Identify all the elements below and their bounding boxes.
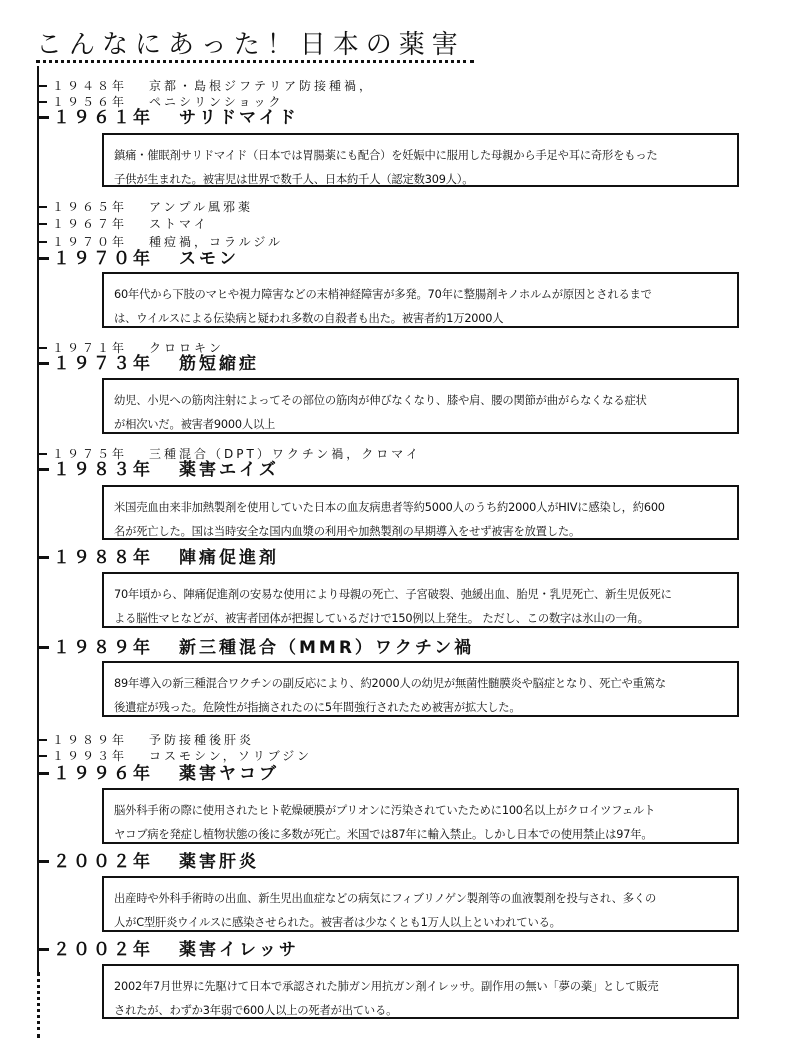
event-name: コスモシン，ソリブジン [149, 749, 312, 763]
event-description-box [102, 788, 739, 844]
event-year: １９６５年 [52, 200, 128, 214]
description-line: ヤコブ病を発症し植物状態の後に多数が死亡。米国では87年に輸入禁止。しかし日本での使用禁止は97年。 [114, 828, 653, 841]
event-name: 京都・島根ジフテリア防接種禍， [149, 79, 375, 93]
event-description-box [102, 272, 739, 328]
timeline-major-event [37, 638, 474, 658]
description-line: 名が死亡した。国は当時安全な国内血漿の利用や加熱製剤の早期導入をせず被害を放置した。 [114, 525, 581, 538]
event-description-box [102, 964, 739, 1019]
timeline-minor-event [37, 447, 421, 461]
description-line: 人がC型肝炎ウイルスに感染させられた。被害者は少なくとも1万人以上といわれている。 [114, 916, 561, 929]
event-year: １９８３年 [53, 460, 153, 480]
event-year: １９７１年 [52, 341, 128, 355]
event-name: 種痘禍，コラルジル [149, 235, 284, 249]
timeline-major-event [37, 460, 279, 480]
event-year: ２００２年 [53, 852, 153, 872]
timeline-minor-event [37, 95, 283, 109]
timeline-minor-event [37, 235, 283, 249]
description-line: 米国売血由来非加熱製剤を使用していた日本の血友病患者等約5000人のうち約2000人がHIVに感染し，約600 [114, 501, 665, 514]
event-name: ペニシリンショック [149, 95, 284, 109]
event-description-box [102, 572, 739, 628]
description-line: 後遺症が残った。危険性が指摘されたのに5年間強行されたため被害が拡大した。 [114, 701, 521, 714]
description-line: 60年代から下肢のマヒや視力障害などの末梢神経障害が多発。70年に整腸剤キノホルムが原因とされるまで [114, 288, 652, 301]
event-name: サリドマイド [179, 108, 299, 128]
timeline-minor-event [37, 733, 254, 747]
event-name: クロロキン [149, 341, 224, 355]
timeline-minor-event [37, 200, 253, 214]
timeline-major-event [37, 940, 299, 960]
description-line: 2002年7月世界に先駆けて日本で承認された肺ガン用抗ガン剤イレッサ。副作用の無い「夢の薬」として販売 [114, 980, 659, 993]
event-description-box [102, 378, 739, 434]
description-line: 出産時や外科手術時の出血、新生児出血症などの病気にフィブリノゲン製剤等の血液製剤を投与され、多くの [114, 892, 657, 905]
description-line: 脳外科手術の際に使用されたヒト乾燥硬膜がプリオンに汚染されていたために100名以上がクロイツフェルト [114, 804, 656, 817]
event-description-box [102, 133, 739, 187]
event-name: 予防接種後肝炎 [149, 733, 255, 747]
timeline-dotted-tail [37, 972, 40, 1038]
timeline-minor-event [37, 749, 312, 763]
timeline-minor-event [37, 217, 209, 231]
description-line: よる脳性マヒなどが、被害者団体が把握しているだけで150例以上発生。 ただし、この数字は氷山の一角。 [114, 612, 649, 625]
page-title: こんなにあった！日本の薬害 [36, 30, 465, 60]
timeline-minor-event [37, 341, 224, 355]
event-name: 薬害イレッサ [179, 940, 299, 960]
event-year: １９９３年 [52, 749, 128, 763]
timeline-major-event [37, 354, 259, 374]
timeline-major-event [37, 852, 259, 872]
event-description-box [102, 485, 739, 540]
description-line: 鎮痛・催眠剤サリドマイド（日本では胃腸薬にも配合）を妊娠中に服用した母親から手足や耳に奇形をもった [114, 149, 658, 162]
description-line: されたが、わずか3年弱で600人以上の死者が出ている。 [114, 1004, 398, 1017]
timeline-major-event [37, 108, 299, 128]
event-description-box [102, 661, 739, 717]
description-line: 幼児、小児への筋肉注射によってその部位の筋肉が伸びなくなり、膝や肩、腰の関節が曲がらなくなる症状 [114, 394, 647, 407]
event-year: １９７５年 [52, 447, 128, 461]
description-line: が相次いだ。被害者9000人以上 [114, 418, 276, 431]
event-name: スモン [179, 249, 239, 269]
event-year: ２００２年 [53, 940, 153, 960]
description-line: 子供が生まれた。被害児は世界で数千人、日本約千人（認定数309人）。 [114, 173, 474, 186]
event-name: 薬害肝炎 [179, 852, 259, 872]
event-year: １９７０年 [53, 249, 153, 269]
event-year: １９７３年 [53, 354, 153, 374]
event-name: ストマイ [149, 217, 209, 231]
event-name: 三種混合（DPT）ワクチン禍，クロマイ [149, 447, 421, 461]
description-line: 89年導入の新三種混合ワクチンの副反応により、約2000人の幼児が無菌性髄膜炎や脳症となり、死亡や重篤な [114, 677, 666, 690]
event-name: 薬害ヤコブ [179, 764, 279, 784]
event-year: １９９６年 [53, 764, 153, 784]
event-description-box [102, 876, 739, 932]
description-line: 70年頃から、陣痛促進剤の安易な使用により母親の死亡、子宮破裂、弛緩出血、胎児・乳児死亡、新生児仮死に [114, 588, 672, 601]
event-year: １９４８年 [52, 79, 128, 93]
event-year: １９６１年 [53, 108, 153, 128]
event-name: 新三種混合（MMR）ワクチン禍 [179, 638, 475, 658]
event-year: １９６７年 [52, 217, 128, 231]
event-year: １９８９年 [53, 638, 153, 658]
event-name: 陣痛促進剤 [179, 548, 279, 568]
timeline-major-event [37, 249, 239, 269]
timeline-major-event [37, 548, 279, 568]
event-year: １９５６年 [52, 95, 128, 109]
timeline-major-event [37, 764, 279, 784]
title-dotted-underline [36, 60, 474, 63]
event-name: アンプル風邪薬 [149, 200, 254, 214]
event-year: １９８８年 [53, 548, 153, 568]
description-line: は、ウイルスによる伝染病と疑われ多数の自殺者も出た。被害者約1万2000人 [114, 312, 504, 325]
event-name: 筋短縮症 [179, 354, 259, 374]
timeline-minor-event [37, 79, 374, 93]
event-name: 薬害エイズ [179, 460, 279, 480]
event-year: １９７０年 [52, 235, 128, 249]
event-year: １９８９年 [52, 733, 128, 747]
